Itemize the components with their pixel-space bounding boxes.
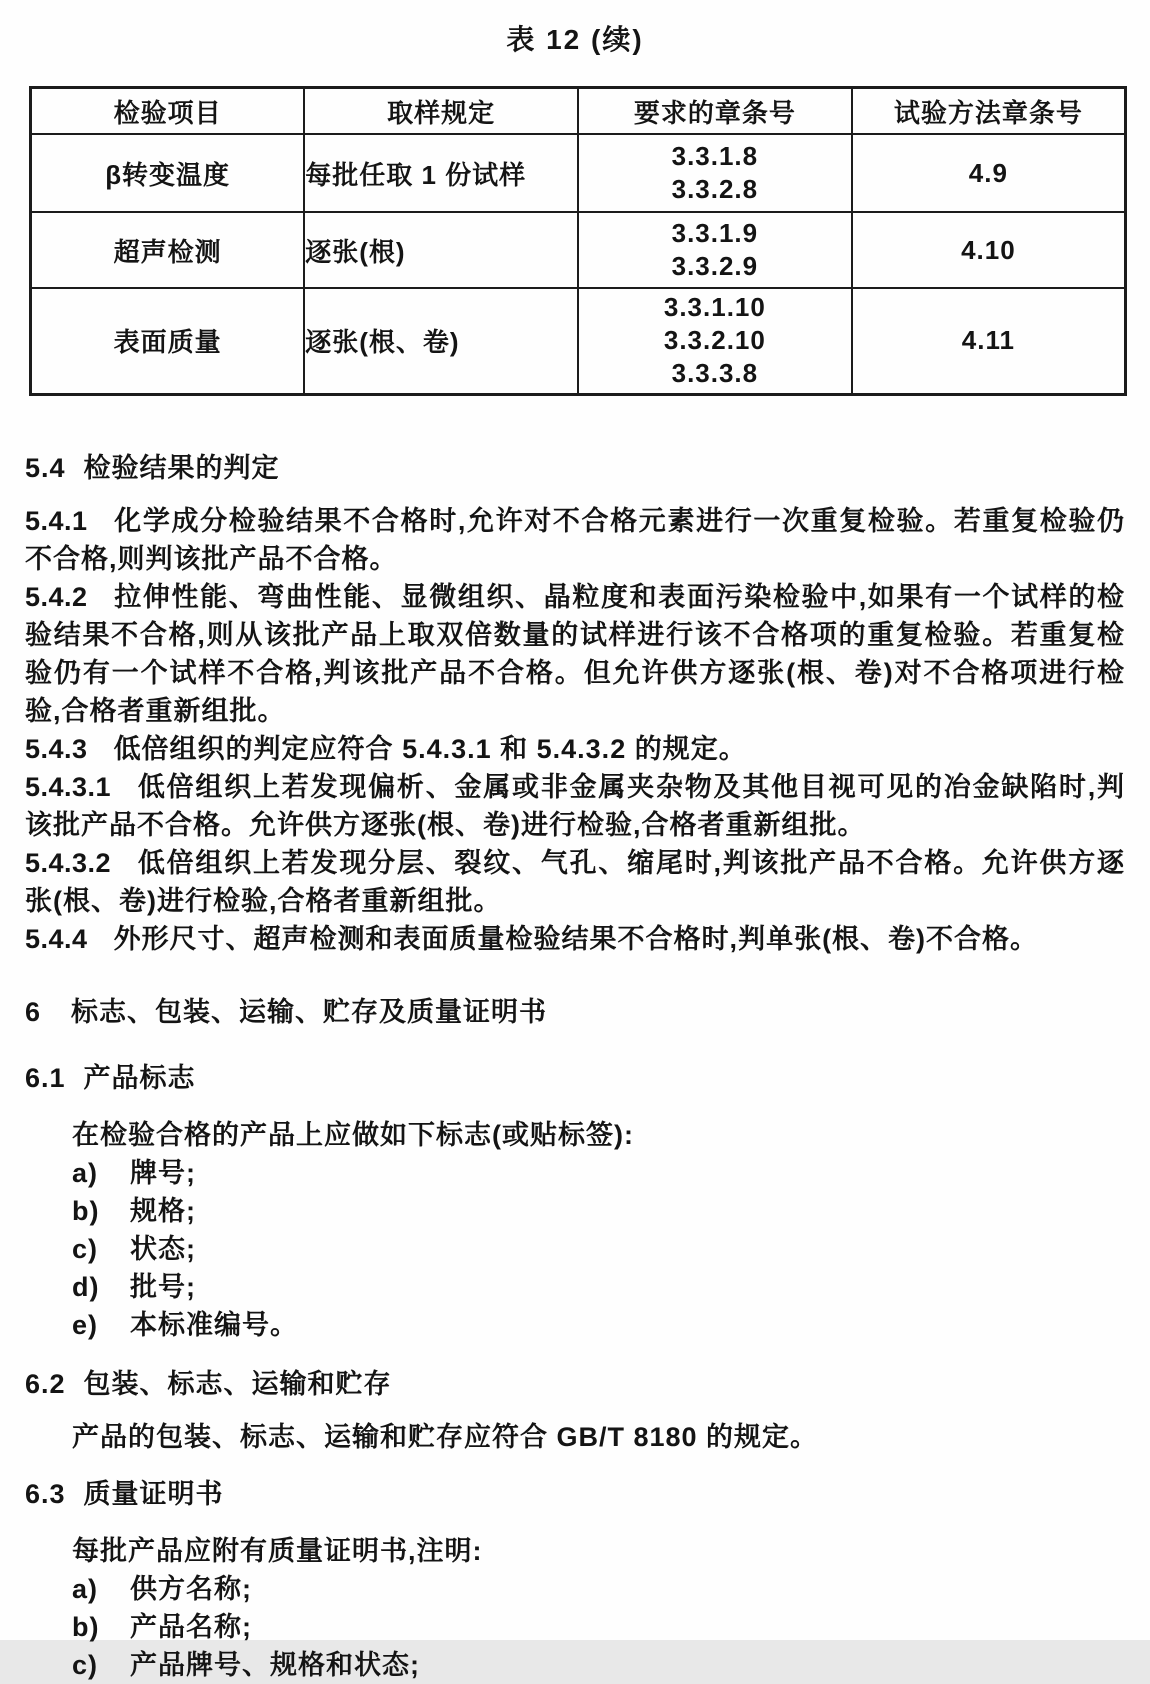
section-heading-6 <box>25 992 1125 1032</box>
col-header-inspection-item: 检验项目 <box>31 88 305 135</box>
list-item-label: d) <box>72 1271 100 1302</box>
section-heading-5-4 <box>25 448 1125 488</box>
section-title: 检验结果的判定 <box>83 452 280 483</box>
list-item <box>25 1268 1125 1306</box>
cell-sampling: 每批任取 1 份试样 <box>304 134 578 212</box>
list-item-text: 产品名称; <box>130 1611 252 1642</box>
list-item-label: a) <box>72 1157 99 1188</box>
clause-6-2-text: 产品的包装、标志、运输和贮存应符合 GB/T 8180 的规定。 <box>72 1421 819 1452</box>
list-item <box>25 1608 1125 1646</box>
clause-5-4-3 <box>25 730 1125 768</box>
list-item-text: 本标准编号。 <box>130 1309 298 1340</box>
col-header-test-method-clause: 试验方法章条号 <box>852 88 1126 135</box>
cell-requirement-clauses <box>578 134 852 212</box>
list-item <box>25 1192 1125 1230</box>
clause-ref: 3.3.1.9 <box>671 218 759 248</box>
clause-6-3-intro: 每批产品应附有质量证明书,注明: <box>72 1535 483 1566</box>
clause-text: 低倍组织的判定应符合 5.4.3.1 和 5.4.3.2 的规定。 <box>113 733 747 764</box>
clause-ref: 3.3.1.10 <box>663 292 766 323</box>
table-row <box>31 134 1126 212</box>
clause-number: 5.4.3.1 <box>25 771 112 802</box>
section-number: 6.1 <box>25 1062 66 1093</box>
clause-5-4-2 <box>25 578 1125 730</box>
section-number: 6.3 <box>25 1478 66 1509</box>
cell-test-method: 4.9 <box>852 134 1126 212</box>
list-item <box>25 1306 1125 1344</box>
list-item <box>25 1154 1125 1192</box>
list-item-text: 批号; <box>130 1271 196 1302</box>
list-item-text: 产品牌号、规格和状态; <box>130 1649 420 1680</box>
clause-ref: 3.3.2.8 <box>671 174 759 204</box>
section-heading-6-2 <box>25 1364 1125 1404</box>
section-number: 5.4 <box>25 452 66 483</box>
clause-number: 5.4.3 <box>25 733 88 764</box>
clause-ref: 3.3.1.8 <box>671 141 759 171</box>
section-heading-6-1 <box>25 1058 1125 1098</box>
clause-5-4-4 <box>25 920 1125 958</box>
section-number: 6.2 <box>25 1368 66 1399</box>
cell-item: 超声检测 <box>31 212 305 288</box>
list-item-label: c) <box>72 1649 99 1680</box>
section-title: 产品标志 <box>83 1062 196 1093</box>
section-title: 包装、标志、运输和贮存 <box>83 1368 392 1399</box>
section-heading-6-3 <box>25 1474 1125 1514</box>
list-item <box>25 1570 1125 1608</box>
col-header-requirement-clause: 要求的章条号 <box>578 88 852 135</box>
clause-number: 5.4.4 <box>25 923 88 954</box>
col-header-sampling-rule: 取样规定 <box>304 88 578 135</box>
list-item <box>25 1230 1125 1268</box>
list-item-label: c) <box>72 1233 99 1264</box>
cell-requirement-clauses <box>578 212 852 288</box>
cell-test-method: 4.10 <box>852 212 1126 288</box>
clause-text: 低倍组织上若发现分层、裂纹、气孔、缩尾时,判该批产品不合格。允许供方逐张(根、卷)进行检验,合格者重新组批。 <box>25 847 1125 916</box>
clause-ref: 3.3.2.9 <box>671 251 759 281</box>
table-row <box>31 288 1126 394</box>
cell-test-method: 4.11 <box>852 288 1126 394</box>
clause-text: 拉伸性能、弯曲性能、显微组织、晶粒度和表面污染检验中,如果有一个试样的检验结果不合格,则从该批产品上取双倍数量的试样进行该不合格项的重复检验。若重复检验仍有一个试样不合格,判该批产品不合格。但允许供方逐张(根、卷)对不合格项进行检验,合格者重新组批。 <box>25 581 1125 726</box>
clause-text: 外形尺寸、超声检测和表面质量检验结果不合格时,判单张(根、卷)不合格。 <box>113 923 1039 954</box>
clause-ref: 3.3.3.8 <box>671 358 759 389</box>
section-title: 标志、包装、运输、贮存及质量证明书 <box>71 996 548 1027</box>
clause-5-4-3-2 <box>25 844 1125 920</box>
clause-number: 5.4.3.2 <box>25 847 112 878</box>
cell-item: β转变温度 <box>31 134 305 212</box>
inspection-table <box>29 86 1127 396</box>
clause-text: 低倍组织上若发现偏析、金属或非金属夹杂物及其他目视可见的冶金缺陷时,判该批产品不合格。允许供方逐张(根、卷)进行检验,合格者重新组批。 <box>25 771 1125 840</box>
cell-sampling: 逐张(根、卷) <box>304 288 578 394</box>
table-row <box>31 212 1126 288</box>
clause-number: 5.4.2 <box>25 581 88 612</box>
clause-number: 5.4.1 <box>25 505 88 536</box>
clause-ref: 3.3.2.10 <box>663 325 766 356</box>
list-item-text: 供方名称; <box>130 1573 252 1604</box>
clause-5-4-3-1 <box>25 768 1125 844</box>
list-item <box>25 1646 1125 1684</box>
list-item-label: e) <box>72 1309 99 1340</box>
clause-6-1-intro: 在检验合格的产品上应做如下标志(或贴标签): <box>72 1119 634 1150</box>
table-header-row <box>31 88 1126 135</box>
cell-sampling: 逐张(根) <box>304 212 578 288</box>
list-item-text: 牌号; <box>130 1157 196 1188</box>
cell-item: 表面质量 <box>31 288 305 394</box>
clause-5-4-1 <box>25 502 1125 578</box>
clause-text: 化学成分检验结果不合格时,允许对不合格元素进行一次重复检验。若重复检验仍不合格,则判该批产品不合格。 <box>25 505 1125 574</box>
list-item-label: a) <box>72 1573 99 1604</box>
table-title: 表 12 (续) <box>506 24 644 55</box>
section-number: 6 <box>25 996 42 1027</box>
list-item-text: 状态; <box>130 1233 196 1264</box>
cell-requirement-clauses <box>578 288 852 394</box>
list-item-label: b) <box>72 1611 100 1642</box>
section-title: 质量证明书 <box>83 1478 224 1509</box>
list-item-label: b) <box>72 1195 100 1226</box>
list-item-text: 规格; <box>130 1195 196 1226</box>
